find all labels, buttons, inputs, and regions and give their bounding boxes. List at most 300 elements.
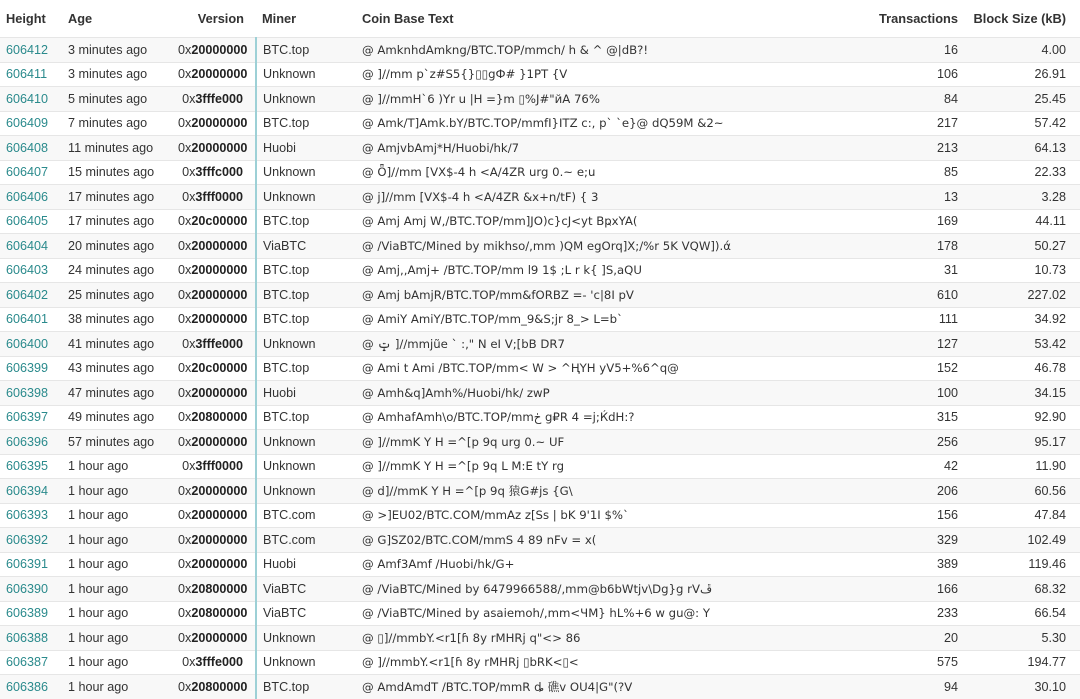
version-cell <box>172 479 256 504</box>
height-cell <box>0 675 62 699</box>
table-row <box>0 381 1080 406</box>
coinbase-text-cell: @ /ViaBTC/Mined by 6479966588/,mm@b6bWtjv\Dg}g rVڦ <box>356 577 836 602</box>
height-cell <box>0 577 62 602</box>
coinbase-text-cell: @ Amf3Amf /Huobi/hk/G+ <box>356 552 836 577</box>
table-row <box>0 552 1080 577</box>
version-value: 20800000 <box>191 581 248 596</box>
block-size-cell: 5.30 <box>972 626 1080 651</box>
coinbase-text-cell: @ Amk/T]Amk.bY/BTC.TOP/mmfI}ITZ c:, p` `e}@ dQ59M &2~ <box>356 111 836 136</box>
version-cell <box>172 62 256 87</box>
table-row <box>0 209 1080 234</box>
version-cell <box>172 381 256 406</box>
table-row <box>0 87 1080 112</box>
transactions-cell: 156 <box>836 503 972 528</box>
miner-cell: BTC.top <box>256 111 356 136</box>
header-height[interactable]: Height <box>6 11 46 26</box>
height-cell <box>0 307 62 332</box>
block-height-link[interactable]: 606400 <box>6 336 49 351</box>
block-height-link[interactable]: 606392 <box>6 532 49 547</box>
miner-cell: Huobi <box>256 552 356 577</box>
coinbase-text-cell: @ ]//mmK Y H =^[p 9q L M:E tY rg <box>356 454 836 479</box>
age-cell: 5 minutes ago <box>62 87 172 112</box>
version-cell <box>172 332 256 357</box>
height-cell <box>0 332 62 357</box>
height-cell <box>0 405 62 430</box>
miner-cell: Unknown <box>256 185 356 210</box>
transactions-cell: 13 <box>836 185 972 210</box>
coinbase-text-cell: @ ݓ ]//mmjũe ` :," N eI V;[bB DR7 <box>356 332 836 357</box>
version-cell <box>172 258 256 283</box>
age-cell: 1 hour ago <box>62 626 172 651</box>
height-cell <box>0 650 62 675</box>
age-cell: 24 minutes ago <box>62 258 172 283</box>
version-cell <box>172 650 256 675</box>
coinbase-text-cell: @ ]//mmH`6 )Yr u |H =}m ▯%J#"йА 76% <box>356 87 836 112</box>
height-cell <box>0 601 62 626</box>
coinbase-text-cell: @ /ViaBTC/Mined by asaiemoh/,mm<ЧМ} hL%+6 w gu@: Y <box>356 601 836 626</box>
block-height-link[interactable]: 606409 <box>6 116 49 131</box>
miner-cell: Unknown <box>256 626 356 651</box>
transactions-cell: 178 <box>836 234 972 259</box>
block-size-cell: 22.33 <box>972 160 1080 185</box>
miner-cell: BTC.com <box>256 503 356 528</box>
version-prefix: 0x <box>178 581 192 596</box>
miner-cell: Unknown <box>256 479 356 504</box>
header-age[interactable]: Age <box>68 11 93 26</box>
version-cell <box>172 160 256 185</box>
version-prefix: 0x <box>178 410 192 425</box>
block-size-cell: 10.73 <box>972 258 1080 283</box>
block-height-link[interactable]: 606389 <box>6 606 49 621</box>
version-prefix: 0x <box>178 679 192 694</box>
block-size-cell: 34.15 <box>972 381 1080 406</box>
height-cell <box>0 87 62 112</box>
block-size-cell: 3.28 <box>972 185 1080 210</box>
block-size-cell: 92.90 <box>972 405 1080 430</box>
block-size-cell: 46.78 <box>972 356 1080 381</box>
version-prefix: 0x <box>182 165 196 180</box>
block-size-cell: 64.13 <box>972 136 1080 161</box>
table-row <box>0 258 1080 283</box>
table-row <box>0 160 1080 185</box>
version-value: 20000000 <box>191 287 248 302</box>
age-cell: 1 hour ago <box>62 454 172 479</box>
coinbase-text-cell: @ AmiY AmiY/BTC.TOP/mm_9&S;jr 8_> L=b` <box>356 307 836 332</box>
height-cell <box>0 283 62 308</box>
miner-cell: Unknown <box>256 454 356 479</box>
block-height-link[interactable]: 606386 <box>6 679 49 694</box>
age-cell: 1 hour ago <box>62 650 172 675</box>
version-value: 3fff0000 <box>195 189 243 204</box>
header-block-size[interactable]: Block Size (kB) <box>973 11 1066 26</box>
block-size-cell: 44.11 <box>972 209 1080 234</box>
height-cell <box>0 234 62 259</box>
version-prefix: 0x <box>178 214 192 229</box>
transactions-cell: 206 <box>836 479 972 504</box>
table-row <box>0 479 1080 504</box>
transactions-cell: 169 <box>836 209 972 234</box>
version-value: 3fffe000 <box>195 655 243 670</box>
height-cell <box>0 62 62 87</box>
transactions-cell: 31 <box>836 258 972 283</box>
block-height-link[interactable]: 606393 <box>6 508 49 523</box>
version-value: 3fff0000 <box>195 459 243 474</box>
transactions-cell: 42 <box>836 454 972 479</box>
version-value: 20800000 <box>191 410 248 425</box>
transactions-cell: 152 <box>836 356 972 381</box>
version-value: 20000000 <box>191 385 248 400</box>
coinbase-text-cell: @ Ami t Ami /BTC.TOP/mm< W > ^ҢYH yV5+%6^q@ <box>356 356 836 381</box>
table-row <box>0 332 1080 357</box>
version-cell <box>172 405 256 430</box>
age-cell: 1 hour ago <box>62 601 172 626</box>
miner-cell: BTC.top <box>256 356 356 381</box>
transactions-cell: 233 <box>836 601 972 626</box>
height-cell <box>0 136 62 161</box>
height-cell <box>0 356 62 381</box>
block-height-link[interactable]: 606405 <box>6 214 49 229</box>
version-prefix: 0x <box>178 312 192 327</box>
block-size-cell: 95.17 <box>972 430 1080 455</box>
version-value: 20c00000 <box>191 361 248 376</box>
coinbase-text-cell: @ Amh&q]Amh%/Huobi/hk/ zwP <box>356 381 836 406</box>
miner-cell: Unknown <box>256 650 356 675</box>
block-size-cell: 102.49 <box>972 528 1080 553</box>
block-height-link[interactable]: 606390 <box>6 581 49 596</box>
coinbase-text-cell: @ Amj Amj W,/BTC.TOP/mm]JO)c}cJ<yt BҏxYA( <box>356 209 836 234</box>
block-height-link[interactable]: 606406 <box>6 189 49 204</box>
version-prefix: 0x <box>182 459 196 474</box>
coinbase-text-cell: @ ]//mmbY.<r1[ɦ 8y rMHRj ▯bRK<▯< <box>356 650 836 675</box>
version-cell <box>172 626 256 651</box>
height-cell <box>0 528 62 553</box>
version-prefix: 0x <box>178 361 192 376</box>
version-value: 20000000 <box>191 557 248 572</box>
block-size-cell: 26.91 <box>972 62 1080 87</box>
version-cell <box>172 356 256 381</box>
version-value: 20000000 <box>191 630 248 645</box>
age-cell: 20 minutes ago <box>62 234 172 259</box>
transactions-cell: 213 <box>836 136 972 161</box>
miner-cell: BTC.top <box>256 283 356 308</box>
version-prefix: 0x <box>182 91 196 106</box>
block-height-link[interactable]: 606391 <box>6 557 49 572</box>
miner-cell: BTC.top <box>256 209 356 234</box>
coinbase-text-cell: @ Amj,,Amj+ /BTC.TOP/mm l9 1$ ;L r k{ ]S,aQU <box>356 258 836 283</box>
transactions-cell: 315 <box>836 405 972 430</box>
transactions-cell: 217 <box>836 111 972 136</box>
height-cell <box>0 626 62 651</box>
block-height-link[interactable]: 606410 <box>6 91 49 106</box>
block-size-cell: 25.45 <box>972 87 1080 112</box>
block-height-link[interactable]: 606403 <box>6 263 49 278</box>
version-prefix: 0x <box>178 630 192 645</box>
miner-cell: ViaBTC <box>256 601 356 626</box>
version-cell <box>172 675 256 699</box>
version-prefix: 0x <box>182 655 196 670</box>
coinbase-text-cell: @ ]//mm p`z#S5{}▯▯gФ# }1PT {V <box>356 62 836 87</box>
age-cell: 3 minutes ago <box>62 38 172 63</box>
coinbase-text-cell: @ ]//mmK Y H =^[p 9q urg 0.~ UF <box>356 430 836 455</box>
transactions-cell: 106 <box>836 62 972 87</box>
coinbase-text-cell: @ AmdAmdT /BTC.TOP/mmR ȡ 礁v OU4|G"(?V <box>356 675 836 699</box>
transactions-cell: 84 <box>836 87 972 112</box>
block-height-link[interactable]: 606402 <box>6 287 49 302</box>
block-size-cell: 68.32 <box>972 577 1080 602</box>
age-cell: 1 hour ago <box>62 577 172 602</box>
coinbase-text-cell: @ d]//mmK Y H =^[p 9q 猿G#js {G\ <box>356 479 836 504</box>
table-row <box>0 626 1080 651</box>
transactions-cell: 94 <box>836 675 972 699</box>
version-cell <box>172 209 256 234</box>
version-value: 20000000 <box>191 67 248 82</box>
miner-cell: Unknown <box>256 87 356 112</box>
version-value: 3fffe000 <box>195 336 243 351</box>
version-value: 20000000 <box>191 312 248 327</box>
table-row <box>0 503 1080 528</box>
table-row <box>0 650 1080 675</box>
version-prefix: 0x <box>178 287 192 302</box>
height-cell <box>0 479 62 504</box>
height-cell <box>0 454 62 479</box>
age-cell: 43 minutes ago <box>62 356 172 381</box>
version-value: 20800000 <box>191 679 248 694</box>
version-value: 3fffe000 <box>195 91 243 106</box>
height-cell <box>0 381 62 406</box>
miner-cell: Unknown <box>256 430 356 455</box>
transactions-cell: 256 <box>836 430 972 455</box>
height-cell <box>0 430 62 455</box>
transactions-cell: 111 <box>836 307 972 332</box>
version-cell <box>172 283 256 308</box>
table-row <box>0 601 1080 626</box>
version-cell <box>172 111 256 136</box>
table-row <box>0 577 1080 602</box>
version-value: 20c00000 <box>191 214 248 229</box>
age-cell: 15 minutes ago <box>62 160 172 185</box>
table-header-row <box>0 0 1080 38</box>
header-miner[interactable]: Miner <box>262 11 297 26</box>
block-size-cell: 194.77 <box>972 650 1080 675</box>
header-version[interactable]: Version <box>197 11 244 26</box>
age-cell: 49 minutes ago <box>62 405 172 430</box>
block-size-cell: 66.54 <box>972 601 1080 626</box>
age-cell: 1 hour ago <box>62 675 172 699</box>
miner-cell: ViaBTC <box>256 577 356 602</box>
version-prefix: 0x <box>178 508 192 523</box>
table-row <box>0 185 1080 210</box>
coinbase-text-cell: @ /ViaBTC/Mined by mikhso/,mm )QM egOrq]X;/%r 5K VQW]).ά <box>356 234 836 259</box>
version-prefix: 0x <box>178 238 192 253</box>
version-prefix: 0x <box>178 116 192 131</box>
block-height-link[interactable]: 606387 <box>6 655 49 670</box>
age-cell: 1 hour ago <box>62 503 172 528</box>
version-cell <box>172 503 256 528</box>
age-cell: 17 minutes ago <box>62 209 172 234</box>
age-cell: 11 minutes ago <box>62 136 172 161</box>
version-value: 20000000 <box>191 263 248 278</box>
version-cell <box>172 577 256 602</box>
version-prefix: 0x <box>178 532 192 547</box>
coinbase-text-cell: @ j]//mm [VX$-4 h <A/4ZR &x+n/tF) { 3 <box>356 185 836 210</box>
block-size-cell: 47.84 <box>972 503 1080 528</box>
transactions-cell: 166 <box>836 577 972 602</box>
age-cell: 1 hour ago <box>62 552 172 577</box>
block-size-cell: 60.56 <box>972 479 1080 504</box>
version-prefix: 0x <box>178 140 192 155</box>
height-cell <box>0 185 62 210</box>
coinbase-text-cell: @ >]EU02/BTC.COM/mmAz z[Ss | bK 9'1I $%` <box>356 503 836 528</box>
version-cell <box>172 307 256 332</box>
miner-cell: BTC.top <box>256 675 356 699</box>
table-row <box>0 454 1080 479</box>
table-row <box>0 62 1080 87</box>
transactions-cell: 16 <box>836 38 972 63</box>
block-height-link[interactable]: 606401 <box>6 312 49 327</box>
block-size-cell: 50.27 <box>972 234 1080 259</box>
transactions-cell: 100 <box>836 381 972 406</box>
version-prefix: 0x <box>178 434 192 449</box>
version-cell <box>172 528 256 553</box>
age-cell: 57 minutes ago <box>62 430 172 455</box>
version-cell <box>172 136 256 161</box>
block-height-link[interactable]: 606404 <box>6 238 49 253</box>
version-prefix: 0x <box>178 263 192 278</box>
transactions-cell: 329 <box>836 528 972 553</box>
age-cell: 17 minutes ago <box>62 185 172 210</box>
height-cell <box>0 111 62 136</box>
block-size-cell: 57.42 <box>972 111 1080 136</box>
coinbase-text-cell: @ Amj bAmjR/BTC.TOP/mm&fORBZ =- 'c|8I pV <box>356 283 836 308</box>
height-cell <box>0 209 62 234</box>
block-size-cell: 53.42 <box>972 332 1080 357</box>
miner-cell: BTC.top <box>256 307 356 332</box>
age-cell: 1 hour ago <box>62 479 172 504</box>
version-cell <box>172 552 256 577</box>
block-height-link[interactable]: 606395 <box>6 459 49 474</box>
table-row <box>0 307 1080 332</box>
version-prefix: 0x <box>182 189 196 204</box>
version-prefix: 0x <box>178 42 192 57</box>
version-prefix: 0x <box>178 606 192 621</box>
version-prefix: 0x <box>178 385 192 400</box>
block-height-link[interactable]: 606398 <box>6 385 49 400</box>
transactions-cell: 85 <box>836 160 972 185</box>
coinbase-text-cell: @ AmknhdAmkng/BTC.TOP/mmch/ h & ^ @|dB?! <box>356 38 836 63</box>
block-height-link[interactable]: 606399 <box>6 361 49 376</box>
age-cell: 41 minutes ago <box>62 332 172 357</box>
block-size-cell: 119.46 <box>972 552 1080 577</box>
header-coinbase[interactable]: Coin Base Text <box>362 11 454 26</box>
transactions-cell: 575 <box>836 650 972 675</box>
miner-cell: Huobi <box>256 136 356 161</box>
height-cell <box>0 258 62 283</box>
version-cell <box>172 234 256 259</box>
table-row <box>0 136 1080 161</box>
header-transactions[interactable]: Transactions <box>879 11 958 26</box>
version-value: 20000000 <box>191 434 248 449</box>
block-size-cell: 4.00 <box>972 38 1080 63</box>
coinbase-text-cell: @ G]SZ02/BTC.COM/mmS 4 89 nFv = x( <box>356 528 836 553</box>
miner-cell: Unknown <box>256 160 356 185</box>
version-prefix: 0x <box>178 557 192 572</box>
version-cell <box>172 430 256 455</box>
table-row <box>0 111 1080 136</box>
table-row <box>0 356 1080 381</box>
transactions-cell: 20 <box>836 626 972 651</box>
age-cell: 7 minutes ago <box>62 111 172 136</box>
block-height-link[interactable]: 606397 <box>6 410 49 425</box>
height-cell <box>0 552 62 577</box>
table-row <box>0 283 1080 308</box>
block-height-link[interactable]: 606396 <box>6 434 49 449</box>
version-cell <box>172 87 256 112</box>
age-cell: 38 minutes ago <box>62 307 172 332</box>
block-height-link[interactable]: 606411 <box>6 67 48 82</box>
version-value: 3fffc000 <box>195 165 243 180</box>
block-height-link[interactable]: 606407 <box>6 165 49 180</box>
version-prefix: 0x <box>182 336 196 351</box>
miner-cell: BTC.top <box>256 38 356 63</box>
coinbase-text-cell: @ ▯]//mmbY.<r1[ɦ 8y rMHRj q"<> 86 <box>356 626 836 651</box>
version-prefix: 0x <box>178 67 192 82</box>
version-cell <box>172 38 256 63</box>
height-cell <box>0 503 62 528</box>
miner-cell: BTC.top <box>256 405 356 430</box>
table-row <box>0 528 1080 553</box>
table-row <box>0 675 1080 699</box>
block-size-cell: 11.90 <box>972 454 1080 479</box>
height-cell <box>0 38 62 63</box>
block-height-link[interactable]: 606388 <box>6 630 49 645</box>
version-value: 20000000 <box>191 238 248 253</box>
miner-cell: BTC.com <box>256 528 356 553</box>
version-value: 20000000 <box>191 483 248 498</box>
block-height-link[interactable]: 606412 <box>6 42 49 57</box>
version-value: 20000000 <box>191 116 248 131</box>
table-row <box>0 38 1080 63</box>
coinbase-text-cell: @ AmhafAmh\o/BTC.TOP/mmڂ g₽R 4 =j;ЌdH:? <box>356 405 836 430</box>
age-cell: 25 minutes ago <box>62 283 172 308</box>
coinbase-text-cell: @ Ȫ]//mm [VX$-4 h <A/4ZR urg 0.~ e;u <box>356 160 836 185</box>
miner-cell: Unknown <box>256 62 356 87</box>
table-row <box>0 234 1080 259</box>
age-cell: 3 minutes ago <box>62 62 172 87</box>
version-prefix: 0x <box>178 483 192 498</box>
table-row <box>0 430 1080 455</box>
height-cell <box>0 160 62 185</box>
version-value: 20000000 <box>191 532 248 547</box>
age-cell: 47 minutes ago <box>62 381 172 406</box>
transactions-cell: 610 <box>836 283 972 308</box>
block-size-cell: 30.10 <box>972 675 1080 699</box>
block-height-link[interactable]: 606408 <box>6 140 49 155</box>
version-cell <box>172 454 256 479</box>
block-size-cell: 34.92 <box>972 307 1080 332</box>
version-value: 20000000 <box>191 140 248 155</box>
transactions-cell: 389 <box>836 552 972 577</box>
miner-cell: Huobi <box>256 381 356 406</box>
version-value: 20800000 <box>191 606 248 621</box>
miner-cell: Unknown <box>256 332 356 357</box>
age-cell: 1 hour ago <box>62 528 172 553</box>
coinbase-text-cell: @ AmjvbAmj*H/Huobi/hk/7 <box>356 136 836 161</box>
version-cell <box>172 185 256 210</box>
version-value: 20000000 <box>191 42 248 57</box>
miner-cell: BTC.top <box>256 258 356 283</box>
table-row <box>0 405 1080 430</box>
block-height-link[interactable]: 606394 <box>6 483 49 498</box>
